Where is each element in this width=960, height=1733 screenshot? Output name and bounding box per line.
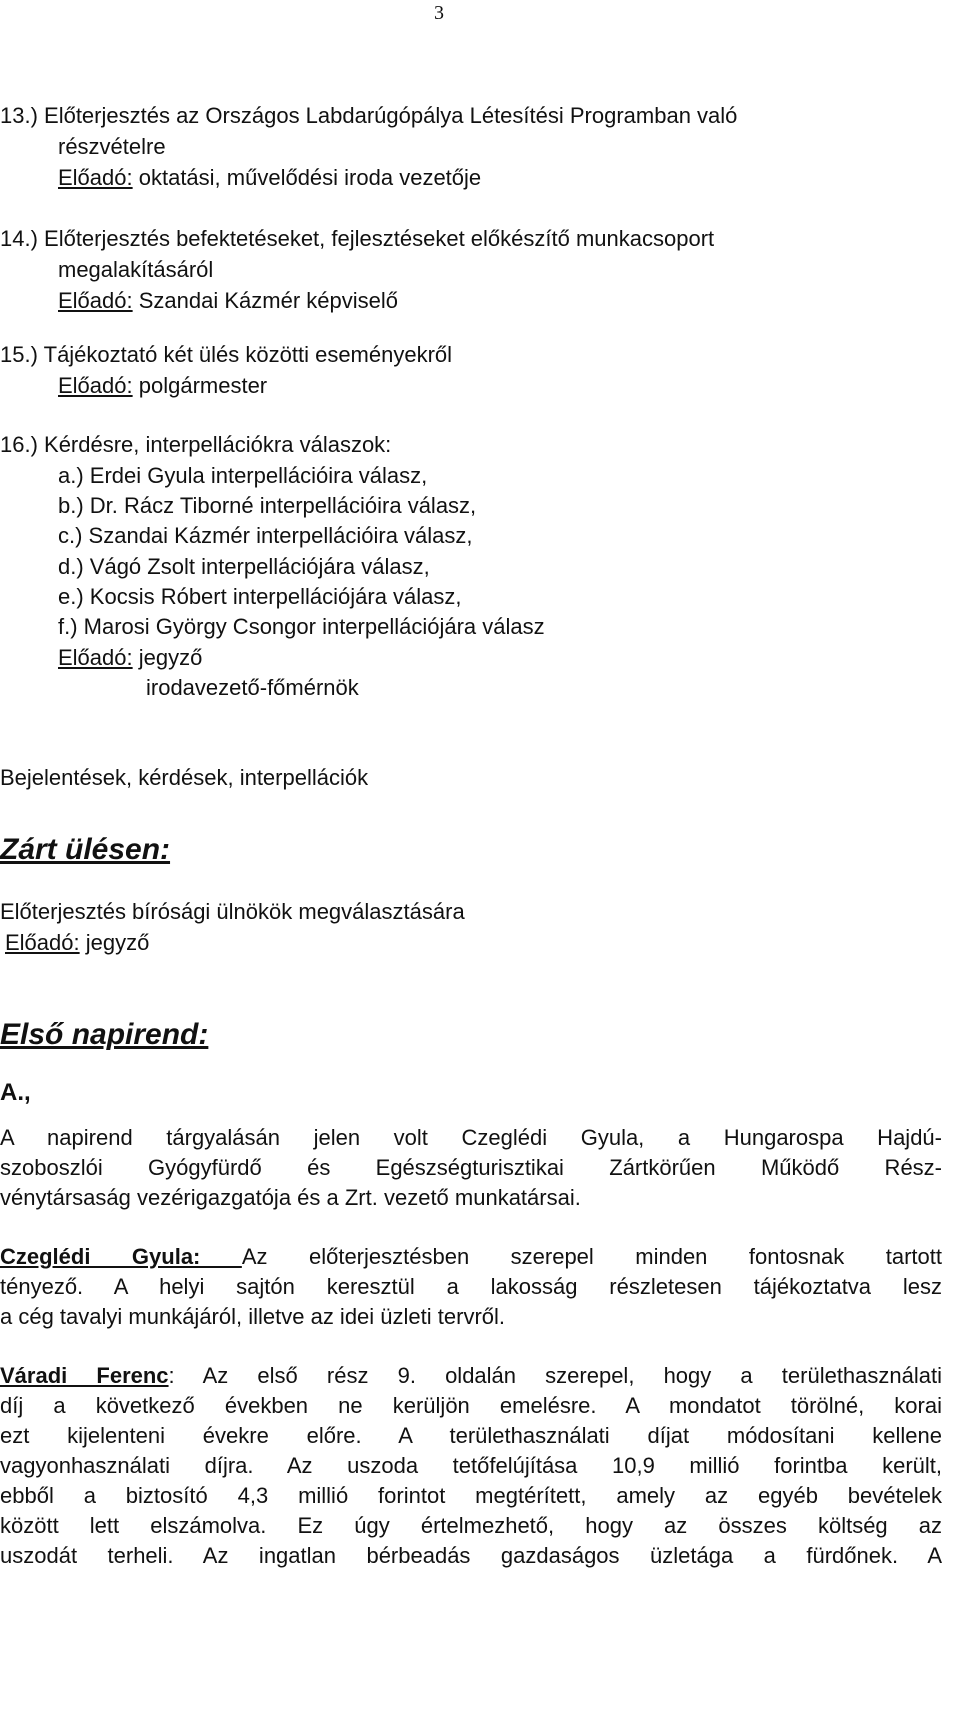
- closed-item-title: Előterjesztés bírósági ülnökök megválasztására: [0, 899, 465, 924]
- item13-title-line2: részvételre: [58, 134, 166, 159]
- first-agenda-label: A.,: [0, 1079, 31, 1106]
- para3-line4: vagyonhasználati díjra. Az uszoda tetőfelújítása 10,9 millió forintba került,: [0, 1453, 942, 1478]
- item15-title: 15.) Tájékoztató két ülés közötti eseményekről: [0, 342, 453, 367]
- item16-presenter2: irodavezető-főmérnök: [146, 675, 359, 700]
- para2-line3: a cég tavalyi munkájáról, illetve az idei üzleti tervről.: [0, 1304, 506, 1329]
- item14-title-line2: megalakításáról: [58, 257, 214, 282]
- presenter-label: Előadó:: [5, 930, 80, 955]
- item13-presenter: [58, 163, 481, 193]
- item15-presenter: [58, 371, 267, 401]
- item16-subitem-b: b.) Dr. Rácz Tiborné interpellációira válasz,: [58, 493, 477, 518]
- first-agenda-heading: Első napirend:: [0, 1018, 209, 1051]
- item16-subitem-f: f.) Marosi György Csongor interpellációjára válasz: [58, 614, 545, 639]
- speaker-czegledi: Czeglédi Gyula:: [0, 1244, 242, 1269]
- para3-line1: [0, 1361, 942, 1391]
- presenter-label: Előadó:: [58, 288, 133, 313]
- para3-line6: között lett elszámolva. Ez úgy értelmezhető, hogy az összes költség az: [0, 1513, 942, 1538]
- item16-subitem-e: e.) Kocsis Róbert interpellációjára válasz,: [58, 584, 462, 609]
- para1-line3: vénytársaság vezérigazgatója és a Zrt. vezető munkatársai.: [0, 1185, 581, 1210]
- presenter-name: oktatási, művelődési iroda vezetője: [132, 165, 482, 190]
- item14-presenter: [58, 286, 398, 316]
- para1-line1: A napirend tárgyalásán jelen volt Czeglédi Gyula, a Hungarospa Hajdú-: [0, 1125, 942, 1150]
- presenter-name: Szandai Kázmér képviselő: [132, 288, 398, 313]
- item13-title-line1: 13.) Előterjesztés az Országos Labdarúgópálya Létesítési Programban való: [0, 103, 738, 128]
- presenter-label: Előadó:: [58, 165, 133, 190]
- para2-line1: [0, 1242, 942, 1272]
- page-number: 3: [434, 2, 444, 24]
- para2-line1-text: Az előterjesztésben szerepel minden fontosnak tartott: [241, 1244, 942, 1269]
- speaker-varadi: Váradi Ferenc: [0, 1363, 169, 1388]
- presenter-label: Előadó:: [58, 645, 133, 670]
- item16-presenter: [58, 643, 202, 673]
- para2-line2: tényező. A helyi sajtón keresztül a lakosság részletesen tájékoztatva lesz: [0, 1274, 942, 1299]
- presenter-name: polgármester: [132, 373, 268, 398]
- presenter-name: jegyző: [79, 930, 150, 955]
- para3-line7: uszodát terheli. Az ingatlan bérbeadás gazdaságos üzletága a fürdőnek. A: [0, 1543, 942, 1568]
- para3-line1-text: : Az első rész 9. oldalán szerepel, hogy a területhasználati: [168, 1363, 942, 1388]
- presenter-name: jegyző: [132, 645, 203, 670]
- item14-title-line1: 14.) Előterjesztés befektetéseket, fejlesztéseket előkészítő munkacsoport: [0, 226, 715, 251]
- para3-line2: díj a következő években ne kerüljön emelésre. A mondatot törölné, korai: [0, 1393, 942, 1418]
- item16-subitem-a: a.) Erdei Gyula interpellációira válasz,: [58, 463, 428, 488]
- item16-subitem-d: d.) Vágó Zsolt interpellációjára válasz,: [58, 554, 430, 579]
- announcements-line: Bejelentések, kérdések, interpellációk: [0, 765, 369, 790]
- presenter-label: Előadó:: [58, 373, 133, 398]
- closed-item-presenter: [5, 928, 149, 958]
- para3-line5: ebből a biztosító 4,3 millió forintot megtérített, amely az egyéb bevételek: [0, 1483, 942, 1508]
- para3-line3: ezt kijelenteni évekre előre. A területhasználati díjat módosítani kellene: [0, 1423, 942, 1448]
- item16-subitem-c: c.) Szandai Kázmér interpellációira válasz,: [58, 523, 473, 548]
- para1-line2: szoboszlói Gyógyfürdő és Egészségturisztikai Zártkörűen Működő Rész-: [0, 1155, 942, 1180]
- closed-session-heading: Zárt ülésen:: [0, 833, 171, 866]
- item16-title: 16.) Kérdésre, interpellációkra válaszok:: [0, 432, 392, 457]
